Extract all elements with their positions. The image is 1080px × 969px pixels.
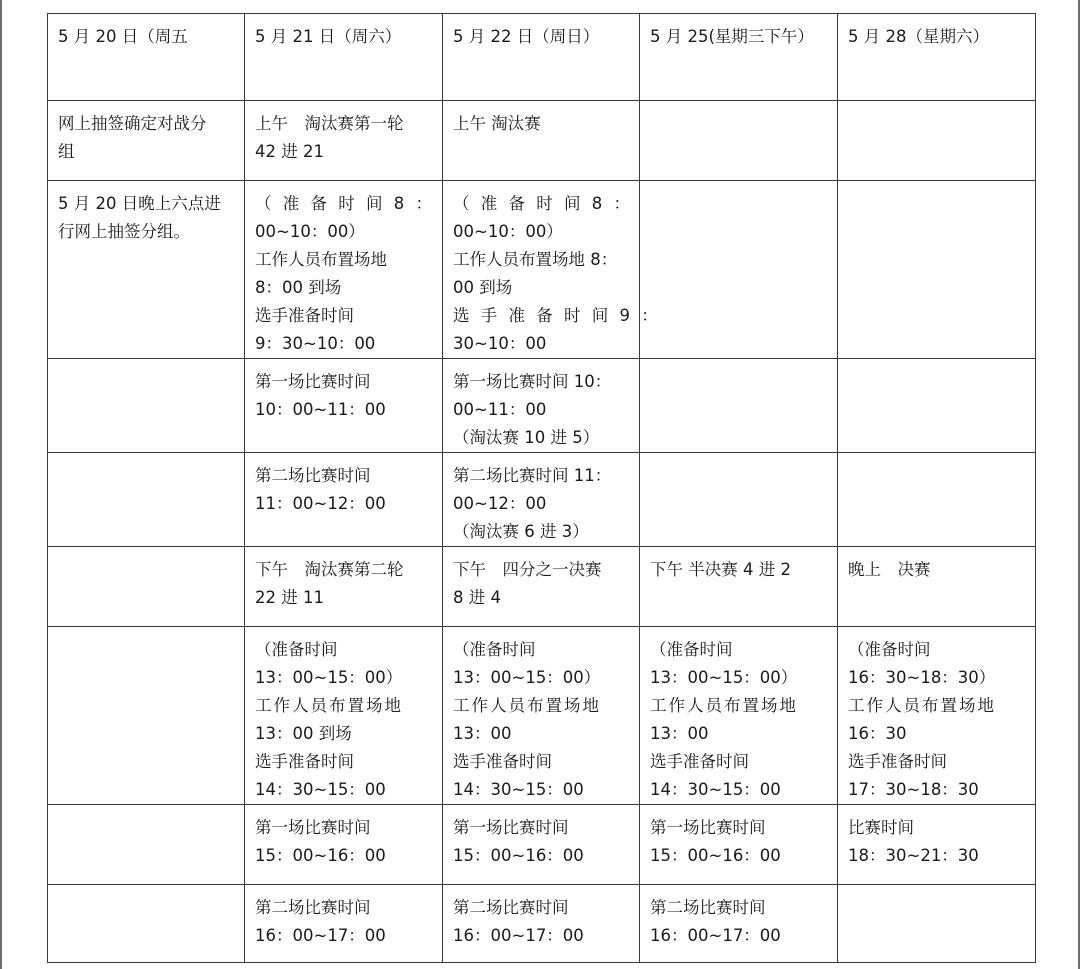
cell-text-line: 工作人员布置场地 [255,250,387,269]
schedule-cell [640,101,838,181]
cell-text-line: 00~12：00 [453,494,547,513]
schedule-cell [838,885,1036,963]
cell-text-line: （淘汰赛 10 进 5） [453,428,600,447]
schedule-cell [48,101,245,181]
header-row [48,14,1036,101]
cell-text-line: （淘汰赛 6 进 3） [453,522,589,541]
cell-text-line: 13：00~15：00） [650,668,798,687]
schedule-row [48,885,1036,963]
cell-text-line: 工作人员布置场地 8： [453,250,618,269]
schedule-cell [245,359,443,453]
cell-text-line: 22 进 11 [255,588,324,607]
schedule-cell [443,359,640,453]
schedule-cell [48,359,245,453]
schedule-cell [48,453,245,547]
cell-text-line: 42 进 21 [255,142,324,161]
header-cell-may22: 5 月 22 日（周日） [443,14,640,101]
schedule-row [48,359,1036,453]
cell-text-line: 下午 淘汰赛第二轮 [255,560,404,579]
cell-text-line: 下午 四分之一决赛 [453,560,602,579]
cell-text-line: 工作人员布置场地 [650,696,798,715]
schedule-cell [838,359,1036,453]
cell-text-line: 15：00~16：00 [453,846,584,865]
schedule-cell [838,181,1036,359]
schedule-body [48,14,1036,963]
cell-text-line: 工作人员布置场地 [453,696,601,715]
schedule-cell [443,547,640,627]
cell-text-line: 第一场比赛时间 [255,372,371,391]
schedule-cell [838,101,1036,181]
cell-text-line: 11：00~12：00 [255,494,386,513]
header-cell-may21: 5 月 21 日（周六） [245,14,443,101]
cell-text-line: 组 [58,142,75,161]
schedule-table [47,13,1036,963]
schedule-cell [838,805,1036,885]
cell-text-line: 下午 半决赛 4 进 2 [650,560,791,579]
schedule-cell [838,627,1036,805]
cell-text-line: 选手准备时间 [848,752,947,771]
schedule-cell [245,181,443,359]
cell-text-line: （准备时间 [255,640,338,659]
cell-text-line: 15：00~16：00 [255,846,386,865]
cell-text-line: 13：00 到场 [255,724,352,743]
cell-text-line: 13：00 [453,724,512,743]
cell-text-line: 上午 淘汰赛 [453,114,541,133]
schedule-cell [245,885,443,963]
cell-text-line: 13：00 [650,724,709,743]
cell-text-line: 00~10：00） [453,222,563,241]
cell-text-line: 13：00~15：00） [255,668,403,687]
schedule-cell [640,805,838,885]
schedule-row [48,453,1036,547]
schedule-cell [48,885,245,963]
cell-text-line: 00~11：00 [453,400,547,419]
schedule-cell [640,627,838,805]
schedule-cell [443,885,640,963]
cell-text-line: 比赛时间 [848,818,914,837]
cell-text-line: 14：30~15：00 [453,780,584,799]
cell-text-line: 选手准备时间 [255,752,354,771]
schedule-cell [48,627,245,805]
schedule-cell [48,805,245,885]
schedule-row [48,805,1036,885]
cell-text-line: 00 到场 [453,278,513,297]
schedule-cell [640,547,838,627]
cell-text-line: （ 准 备 时 间 8 ： [453,194,633,213]
cell-text-line: 13：00~15：00） [453,668,601,687]
cell-text-line: 16：00~17：00 [255,926,386,945]
schedule-cell [443,181,661,359]
cell-text-line: 14：30~15：00 [255,780,386,799]
cell-text-line: 晚上 决赛 [848,560,931,579]
schedule-row [48,101,1036,181]
schedule-row [48,181,1036,359]
schedule-cell [443,627,640,805]
cell-text-line: 10：00~11：00 [255,400,386,419]
cell-text-line: 9：30~10：00 [255,334,376,353]
schedule-row [48,627,1036,805]
cell-text-line: 选手准备时间 [650,752,749,771]
header-cell-may28: 5 月 28（星期六） [838,14,1036,101]
schedule-cell [48,547,245,627]
cell-text-line: 00~10：00） [255,222,365,241]
cell-text-line: 第二场比赛时间 [650,898,766,917]
cell-text-line: （准备时间 [650,640,733,659]
cell-text-line: 5 月 20 日晚上六点进 [58,194,221,213]
cell-text-line: 工作人员布置场地 [848,696,996,715]
cell-text-line: 18：30~21：30 [848,846,979,865]
schedule-cell [443,805,640,885]
schedule-cell [245,453,443,547]
schedule-row [48,547,1036,627]
cell-text-line: （ 准 备 时 间 8 ： [255,194,435,213]
cell-text-line: 16：30~18：30） [848,668,996,687]
schedule-cell [245,547,443,627]
schedule-cell [245,805,443,885]
header-cell-may25: 5 月 25(星期三下午） [640,14,838,101]
cell-text-line: 第二场比赛时间 [255,466,371,485]
cell-text-line: 第一场比赛时间 [255,818,371,837]
cell-text-line: 网上抽签确定对战分 [58,114,207,133]
cell-text-line: 选手准备时间 [255,306,354,325]
cell-text-line: 选手准备时间 [453,752,552,771]
cell-text-line: 14：30~15：00 [650,780,781,799]
schedule-cell [640,453,838,547]
schedule-cell [640,359,838,453]
cell-text-line: 16：00~17：00 [453,926,584,945]
cell-text-line: （准备时间 [453,640,536,659]
schedule-cell [245,101,443,181]
cell-text-line: 30~10：00 [453,334,547,353]
cell-text-line: 16：00~17：00 [650,926,781,945]
cell-text-line: 15：00~16：00 [650,846,781,865]
cell-text-line: 第二场比赛时间 11： [453,466,612,485]
cell-text-line: 上午 淘汰赛第一轮 [255,114,404,133]
cell-text-line: 第一场比赛时间 [650,818,766,837]
schedule-cell [838,547,1036,627]
cell-text-line: 17：30~18：30 [848,780,979,799]
cell-text-line: 第一场比赛时间 10： [453,372,612,391]
cell-text-line: 行网上抽签分组。 [58,222,190,241]
cell-text-line: 工作人员布置场地 [255,696,403,715]
schedule-cell [640,885,838,963]
schedule-cell [838,453,1036,547]
schedule-cell [443,101,640,181]
schedule-cell [48,181,245,359]
cell-text-line: 16：30 [848,724,907,743]
cell-text-line: 第二场比赛时间 [453,898,569,917]
schedule-cell [640,181,838,359]
cell-text-line: （准备时间 [848,640,931,659]
schedule-cell [245,627,443,805]
cell-text-line: 8：00 到场 [255,278,342,297]
cell-text-line: 选 手 准 备 时 间 9 ： [453,306,661,325]
page-edge-left [0,0,2,969]
cell-text-line: 第一场比赛时间 [453,818,569,837]
cell-text-line: 第二场比赛时间 [255,898,371,917]
cell-text-line: 8 进 4 [453,588,501,607]
schedule-cell [443,453,640,547]
header-cell-may20: 5 月 20 日（周五 [48,14,245,101]
